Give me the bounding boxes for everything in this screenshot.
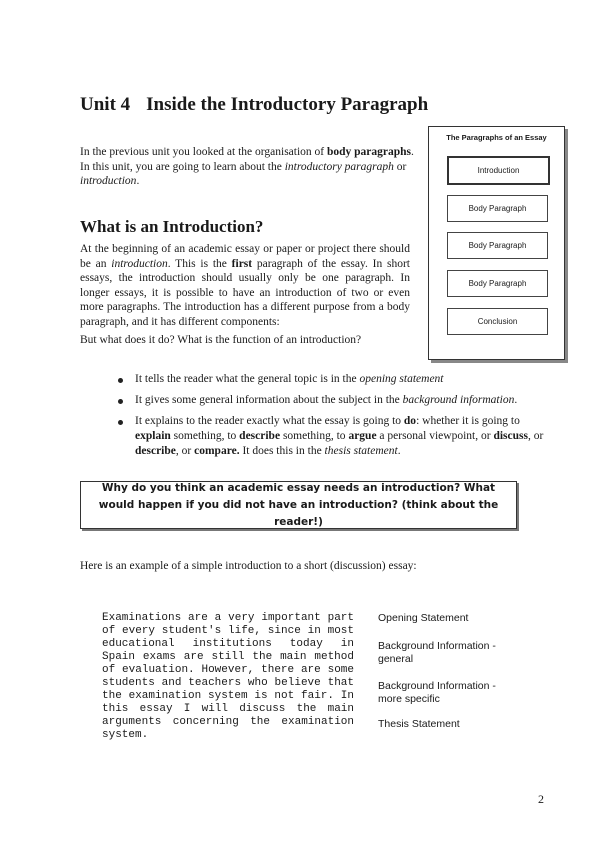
body-bold-1: first — [231, 257, 253, 270]
bullet-3-t2: : whether it is going to — [416, 415, 520, 427]
bullet-3-t4: something, to — [280, 430, 349, 442]
intro-text-2: . In this unit, you are going to learn about the — [80, 146, 414, 173]
intro-text-3: or — [393, 160, 407, 173]
body-text-2: . This is the — [167, 257, 232, 270]
body-paragraph — [80, 242, 410, 329]
body-italic-1: introduction — [111, 257, 168, 270]
diagram-box-body-3: Body Paragraph — [447, 270, 548, 297]
bullet-3-do: do — [403, 415, 417, 427]
intro-text-1: In the previous unit you looked at the organisation of — [80, 146, 327, 158]
bullet-3-t5: a personal viewpoint, or — [376, 430, 494, 442]
bullet-3-describe: describe — [239, 430, 281, 442]
bullet-2-text: It gives some general information about the subject in the — [135, 394, 403, 406]
body-text-3: paragraph of the essay. In short essays, the introduction should usually only be one paragraph. In longer essays, it is possible to have an introduction of two or even more paragraphs. The introduction has a different purpose from a body paragraph, and it has different components: — [80, 257, 410, 328]
bullet-3-t3: something, to — [170, 430, 240, 442]
page-number: 2 — [538, 792, 544, 806]
question-box: Why do you think an academic essay needs an introduction? What would happen if you did not have an introduction? (think about the reader!) — [80, 481, 517, 529]
list-item — [116, 393, 546, 408]
essay-paragraphs-diagram — [428, 126, 565, 360]
diagram-box-body-2: Body Paragraph — [447, 232, 548, 259]
bullet-3-t7: , or — [175, 445, 195, 457]
list-item — [116, 372, 546, 387]
bullet-3-compare: compare. — [194, 445, 240, 457]
intro-italic-1: introductory paragraph — [284, 160, 394, 173]
label-background-general: Background Information - general — [378, 640, 496, 665]
function-question: But what does it do? What is the function of an introduction? — [80, 334, 362, 346]
bullet-3-discuss: discuss — [493, 430, 528, 442]
intro-bold-1: body paragraphs — [327, 146, 412, 158]
bullet-2-end: . — [514, 394, 518, 406]
bullet-3-t1: It explains to the reader exactly what the essay is going to — [135, 415, 404, 427]
body-text-1: At the beginning of an academic essay or paper or project there should be an — [80, 243, 410, 270]
example-paragraph: Examinations are a very important part of every student's life, since in most educational institutions today in Spain exams are still the main method of evaluation. However, there are some students and teachers who believe that the examination system is not fair. In this essay I will discuss the main arguments concerning the examination system. — [102, 612, 354, 741]
title-text: Inside the Introductory Paragraph — [146, 94, 429, 115]
intro-italic-2: introduction — [80, 175, 137, 187]
bullet-1-text: It tells the reader what the general topic is in the — [135, 373, 360, 385]
diagram-title: The Paragraphs of an Essay — [446, 133, 547, 142]
bullet-3-argue: argue — [348, 430, 377, 442]
section-heading: What is an Introduction? — [80, 217, 264, 236]
bullet-3-explain: explain — [135, 430, 171, 442]
page-title — [80, 94, 428, 116]
intro-paragraph — [80, 145, 415, 189]
bullet-3-thesis: thesis statement — [324, 445, 398, 457]
diagram-box-conclusion: Conclusion — [447, 308, 548, 335]
intro-text-4: . — [136, 175, 140, 187]
bullet-1-italic: opening statement — [359, 373, 444, 385]
function-list — [116, 372, 546, 465]
bullet-3-t9: . — [397, 445, 401, 457]
label-opening-statement: Opening Statement — [378, 612, 469, 624]
label-background-specific: Background Information - more specific — [378, 680, 496, 705]
bullet-3-t6: , or — [527, 430, 544, 442]
bullet-3-t8: It does this in the — [239, 445, 325, 457]
bullet-2-italic: background information — [402, 394, 515, 406]
label-thesis-statement: Thesis Statement — [378, 718, 460, 730]
list-item — [116, 414, 546, 459]
unit-label: Unit 4 — [80, 94, 131, 115]
example-intro: Here is an example of a simple introduction to a short (discussion) essay: — [80, 560, 417, 572]
bullet-3-describe2: describe — [135, 445, 176, 457]
diagram-box-introduction: Introduction — [447, 156, 550, 185]
diagram-box-body-1: Body Paragraph — [447, 195, 548, 222]
